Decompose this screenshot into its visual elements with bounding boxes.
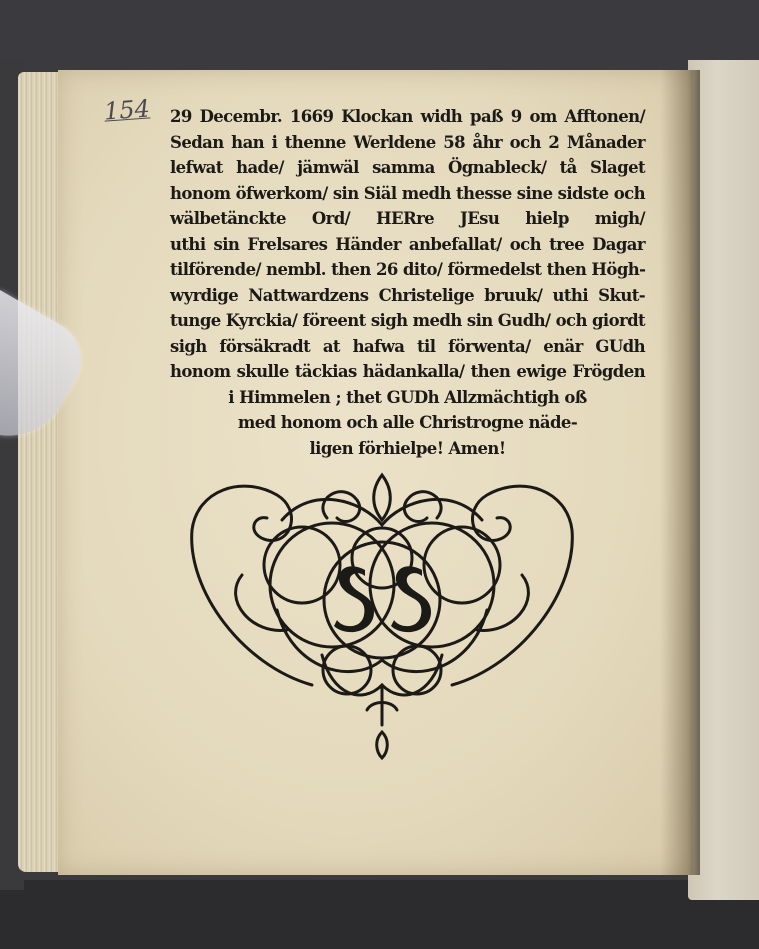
text-line: lefwat hade/ jämwäl samma Ögnableck/ tå Slaget (170, 158, 645, 177)
text-line: sigh försäkradt at hafwa til förwenta/ enär GUdh (170, 336, 645, 356)
text-line: tunge Kyrckia/ föreent sigh medh sin Gudh/ och giordt (170, 311, 646, 330)
book-gutter (660, 70, 700, 875)
body-text (170, 104, 645, 461)
page-number: 154 (103, 94, 151, 126)
text-line: honom öfwerkom/ sin Siäl medh thesse sine sidste och (170, 183, 645, 203)
backdrop (0, 0, 759, 75)
text-line: med honom och alle Christrogne näde- (237, 413, 578, 432)
backdrop-bottom (0, 880, 759, 949)
text-line: wyrdige Nattwardzens Christelige bruuk/ uthi Skut- (170, 285, 645, 305)
text-line: tilförende/ nembl. then 26 dito/ förmedelst then Högh- (170, 260, 646, 279)
text-line: uthi sin Frelsares Händer anbefallat/ och tree Dagar (170, 234, 645, 254)
calligraphic-ornament (182, 470, 582, 760)
text-line: honom skulle täckias hädankalla/ then ewige Frögden (170, 362, 645, 381)
text-line: i Himmelen ; thet GUDh Allzmächtigh oß (228, 387, 587, 407)
text-line: wälbetänckte Ord/ HERre JEsu hielp migh/ (170, 209, 645, 228)
text-line: 29 Decembr. 1669 Klockan widh paß 9 om Afftonen/ (170, 107, 645, 126)
text-line: Sedan han i thenne Werldene 58 åhr och 2 Månader (170, 132, 645, 152)
text-line: ligen förhielpe! Amen! (309, 438, 506, 458)
